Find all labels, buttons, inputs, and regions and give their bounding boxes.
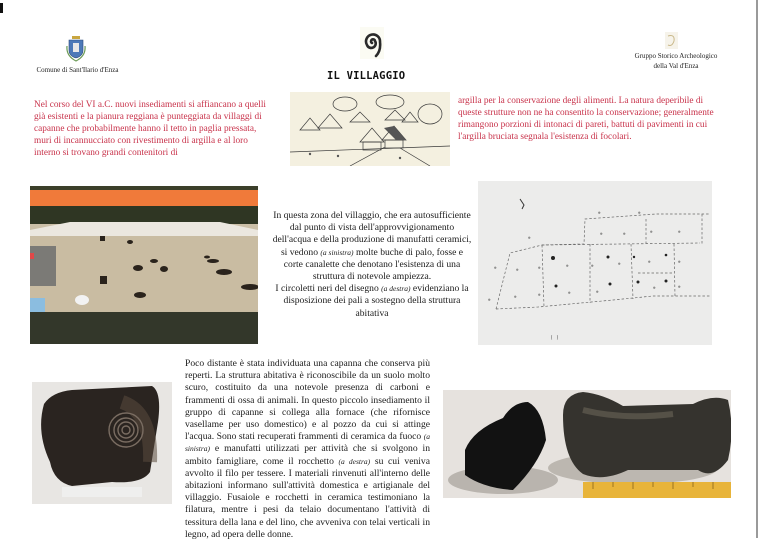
site-plan-drawing [478, 181, 712, 345]
svg-text:⊕: ⊕ [568, 290, 571, 295]
svg-text:⊕: ⊕ [591, 263, 594, 268]
bottom-text-2: e manufatti utilizzati per attività che si svolgono in ambito famigliare, come il rocchetto [185, 443, 430, 467]
village-sketch-image [290, 92, 450, 166]
bottom-text-3: su cui veniva avvolto il filo per tessere. I materiali rinvenuti all'interno delle abitazioni informano sull'attività domestica e artigianale del villaggio. Fusaiole e rocchetti in ceramica testimoniano la filatura, mentre i pesi da telaio documentano l'attività di tessitura della lana e del lino, che avveniva con telai verticali in legno, ad opera delle donne. [185, 455, 430, 540]
municipal-crest-icon [66, 36, 86, 63]
group-label-line2: della Val d'Enza [653, 61, 699, 70]
middle-note-right: (a destra) [381, 284, 411, 294]
bottom-note-left: (a sinistra) [185, 432, 430, 454]
page-edge-rule [756, 0, 758, 538]
decorated-sherd-photo [32, 382, 172, 504]
svg-text:⊕: ⊕ [650, 229, 653, 234]
bottom-note-right: (a destra) [338, 456, 371, 466]
group-emblem-icon [664, 30, 680, 52]
spiral-icon [360, 27, 384, 59]
intro-paragraph-right: argilla per la conservazione degli alimenti. La natura deperibile di queste strutture non ne ha consentito la conservazione; generalmente rimangono porzioni di intonaci di pareti, battuti di pavimenti in cui l'argilla bruciata segnala l'esistenza di focolari. [458, 96, 714, 142]
svg-text:⊕: ⊕ [638, 210, 641, 215]
svg-text:⊕: ⊕ [538, 265, 541, 270]
loom-weight-and-spool-photo [443, 390, 731, 498]
excavation-photo [30, 186, 258, 344]
svg-text:⊕: ⊕ [648, 259, 651, 264]
svg-text:⊕: ⊕ [623, 231, 626, 236]
svg-text:⊕: ⊕ [598, 210, 601, 215]
middle-text-1: In questa zona del villaggio, che era autosufficiente dal punto di vista dell'approvvigionamento dell'acqua e della produzione di manufatti ceramici, si vedono [272, 210, 472, 258]
svg-text:⊕: ⊕ [653, 285, 656, 290]
middle-note-left: (a sinistra) [320, 247, 354, 257]
middle-text-3: I circoletti neri del disegno [275, 283, 382, 295]
middle-text-2: molte buche di palo, fosse e corte canalette che denotano l'esistenza di una struttura di notevole ampiezza. [283, 246, 464, 283]
svg-text:⊕: ⊕ [596, 289, 599, 294]
svg-text:⊕: ⊕ [528, 235, 531, 240]
svg-text:⊕: ⊕ [538, 292, 541, 297]
middle-paragraph [272, 210, 472, 320]
municipality-label: Comune di Sant'Ilario d'Enza [36, 66, 119, 74]
svg-text:⊕: ⊕ [678, 229, 681, 234]
group-label [620, 52, 732, 71]
svg-text:⊕: ⊕ [678, 284, 681, 289]
svg-text:⊕: ⊕ [618, 261, 621, 266]
bottom-paragraph [185, 358, 430, 541]
intro-paragraph-left: Nel corso del VI a.C. nuovi insediamenti si affiancano a quelli già esistenti e la pianura reggiana è punteggiata da villaggi di capanne che probabilmente hanno il tetto in paglia pressata, muri di incannucciato con rivestimento di argilla e al loro interno si trovano grandi contenitori di [34, 100, 267, 158]
page-title: IL VILLAGGIO [327, 70, 406, 82]
svg-text:⊕: ⊕ [516, 267, 519, 272]
svg-text:⊕: ⊕ [678, 259, 681, 264]
svg-text:⊕: ⊕ [566, 263, 569, 268]
middle-text-4: evidenziano la disposizione dei pali a sostegno della struttura abitativa [283, 283, 469, 319]
svg-text:⊕: ⊕ [600, 231, 603, 236]
group-label-line1: Gruppo Storico Archeologico [634, 52, 718, 60]
svg-text:⊕: ⊕ [514, 294, 517, 299]
scan-mark [0, 3, 3, 13]
svg-text:⊕: ⊕ [488, 297, 491, 302]
svg-text:( ): ( ) [550, 335, 560, 341]
bottom-text-1: Poco distante è stata individuata una capanna che conserva più reperti. La struttura abitativa è riconoscibile da un suolo molto scuro, costituito da una notevole presenza di carboni e frammenti di ossa di animali. In questo piccolo insediamento il gruppo di capanne si collega alla fornace (che rifornisce vasellame per uso domestico) e al pozzo da cui si attinge l'acqua. Sono stati recuperati frammenti di ceramica da fuoco [185, 358, 430, 443]
svg-text:⊕: ⊕ [494, 265, 497, 270]
